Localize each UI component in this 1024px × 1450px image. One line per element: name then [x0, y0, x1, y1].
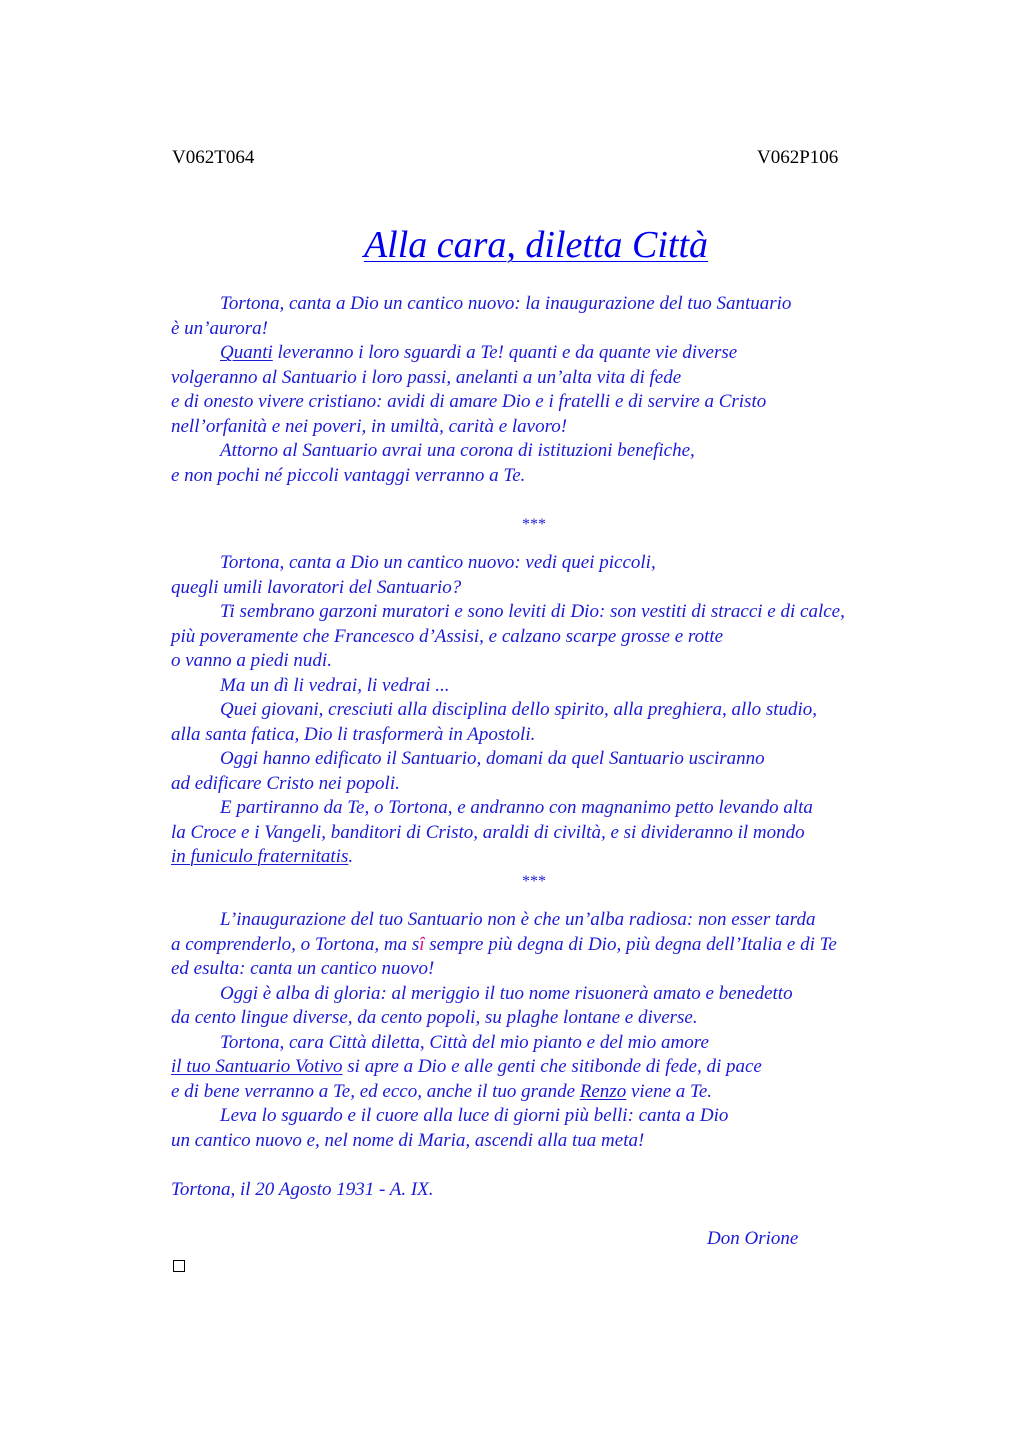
section2-line-1: Tortona, canta a Dio un cantico nuovo: vedi quei piccoli, [220, 552, 656, 573]
section3-line-7-rest: si apre a Dio e alle genti che sitibonde di fede, di pace [342, 1056, 762, 1077]
section3-line-2-a: a comprenderlo, o Tortona, ma s [171, 933, 420, 955]
section1-line-1: Tortona, canta a Dio un cantico nuovo: la inaugurazione del tuo Santuario [220, 293, 792, 314]
section3-line-3: ed esulta: canta un cantico nuovo! [171, 958, 435, 979]
section2-line-8: alla santa fatica, Dio li trasformerà in Apostoli. [171, 723, 536, 745]
section3-line-6: Tortona, cara Città diletta, Città del mio pianto e del mio amore [220, 1031, 709, 1053]
section2-line-7: Quei giovani, cresciuti alla disciplina dello spirito, alla preghiera, allo studio, [220, 699, 818, 720]
document-body [171, 292, 971, 1251]
accented-letter: î [419, 933, 425, 955]
section3-line-4: Oggi è alba di gloria: al meriggio il tuo nome risuonerà amato e benedetto [220, 982, 793, 1004]
section3-line-5: da cento lingue diverse, da cento popoli, su plaghe lontane e diverse. [171, 1007, 698, 1028]
latin-phrase: in funiculo fraternitatis [171, 846, 349, 867]
section3-line-9: Leva lo sguardo e il cuore alla luce di giorni più belli: canta a Dio [220, 1105, 729, 1126]
spacer [171, 894, 971, 908]
section1-line-4: volgeranno al Santuario i loro passi, anelanti a un’alta vita di fede [171, 366, 682, 388]
section1-line-3-rest: leveranno i loro sguardi a Te! quanti e da quante vie diverse [272, 342, 738, 363]
underlined-word-quanti: Quanti [220, 342, 273, 363]
section1-line-5: e di onesto vivere cristiano: avidi di amare Dio e i fratelli e di servire a Cristo [171, 391, 767, 412]
renzo-name: Renzo [579, 1080, 627, 1102]
section1-line-7: Attorno al Santuario avrai una corona di istituzioni benefiche, [220, 440, 695, 461]
dateline: Tortona, il 20 Agosto 1931 - A. IX. [171, 1178, 434, 1200]
section3-line-8-c: viene a Te. [626, 1080, 713, 1102]
section2-line-13-end: . [348, 846, 354, 867]
section3-line-8 [171, 1080, 971, 1105]
section2-line-4: più poveramente che Francesco d’Assisi, e calzano scarpe grosse e rotte [171, 625, 724, 647]
section3-line-8-a: e di bene verranno a Te, ed ecco, anche il tuo grande [171, 1080, 580, 1102]
section2-line-2: quegli umili lavoratori del Santuario? [171, 576, 462, 598]
section3-line-2-c: sempre più degna di Dio, più degna dell’Italia e di Te [424, 933, 837, 955]
santuario-votivo-link: il tuo Santuario Votivo [171, 1056, 343, 1077]
section1-line-6: nell’orfanità e nei poveri, in umiltà, carità e lavoro! [171, 415, 568, 437]
spacer [171, 488, 971, 513]
section3-line-7 [171, 1055, 971, 1080]
section3-line-10: un cantico nuovo e, nel nome di Maria, ascendi alla tua meta! [171, 1129, 645, 1151]
section2-line-9: Oggi hanno edificato il Santuario, domani da quel Santuario usciranno [220, 748, 765, 769]
section2-line-5: o vanno a piedi nudi. [171, 650, 332, 671]
signature: Don Orione [707, 1227, 799, 1249]
section2-line-13 [171, 845, 971, 870]
section3-line-1: L’inaugurazione del tuo Santuario non è che un’alba radiosa: non esser tarda [220, 909, 816, 930]
section-separator-1: *** [522, 515, 546, 533]
spacer [171, 1153, 971, 1178]
section3-line-2 [171, 933, 971, 958]
spacer [171, 1202, 971, 1227]
spacer [171, 537, 971, 551]
section2-line-11: E partiranno da Te, o Tortona, e andranno con magnanimo petto levando alta [220, 797, 813, 818]
document-code-right: V062P106 [757, 147, 839, 168]
document-code-left: V062T064 [172, 147, 255, 168]
section-separator-2: *** [522, 872, 546, 890]
section2-line-12: la Croce e i Vangeli, banditori di Cristo, araldi di civiltà, e si divideranno il mondo [171, 821, 805, 843]
section2-line-10: ad edificare Cristo nei popoli. [171, 772, 400, 794]
section1-line-2: è un’aurora! [171, 317, 268, 339]
section1-line-8: e non pochi né piccoli vantaggi verranno a Te. [171, 464, 526, 486]
end-of-document-box-icon [173, 1260, 185, 1272]
section2-line-6: Ma un dì li vedrai, li vedrai ... [220, 674, 450, 696]
section2-line-3: Ti sembrano garzoni muratori e sono leviti di Dio: son vestiti di stracci e di calce, [220, 601, 845, 622]
document-title: Alla cara, diletta Città [363, 224, 709, 266]
section1-line-3 [171, 341, 971, 366]
